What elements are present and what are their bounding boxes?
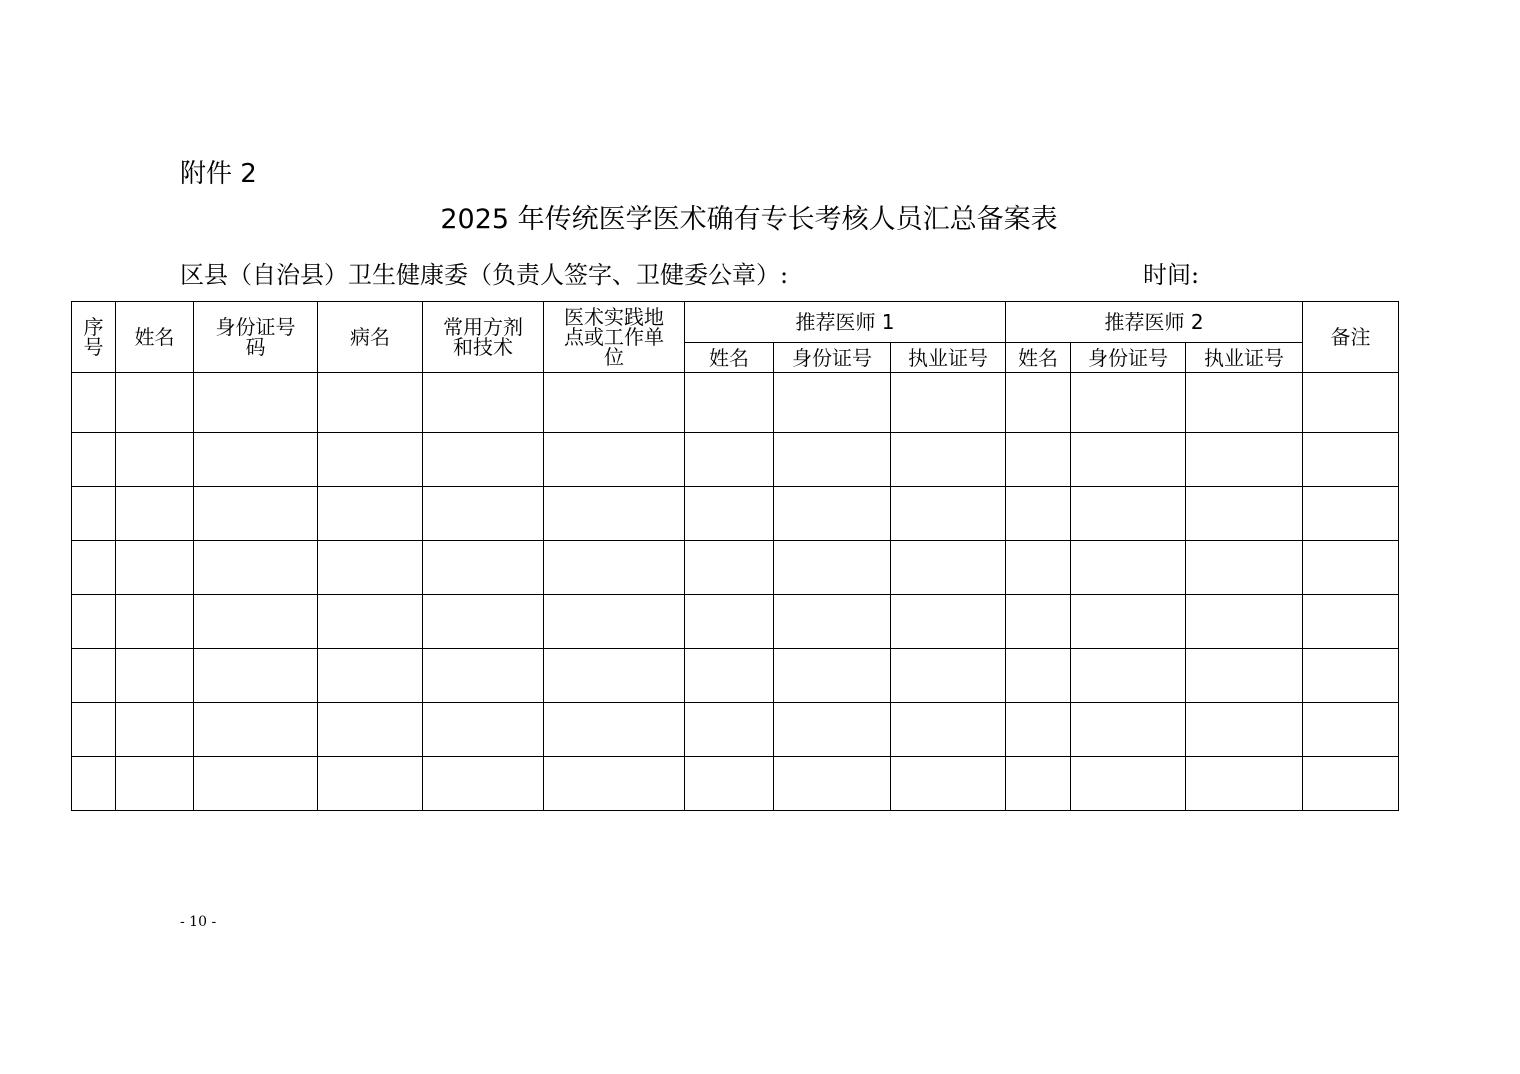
table-body	[72, 373, 1399, 811]
table-cell	[1186, 487, 1303, 541]
page-title: 2025 年传统医学医术确有专长考核人员汇总备案表	[440, 204, 1058, 235]
table-cell	[116, 595, 194, 649]
table-cell	[1006, 433, 1071, 487]
header-workplace: 医术实践地点或工作单位	[544, 302, 685, 373]
table-cell	[72, 487, 116, 541]
table-cell	[72, 433, 116, 487]
table-cell	[774, 487, 891, 541]
table-cell	[1071, 541, 1186, 595]
header-id-code: 身份证号码	[194, 302, 318, 373]
header-recommender-2: 推荐医师 2	[1006, 302, 1303, 343]
table-cell	[1303, 487, 1399, 541]
header-methods: 常用方剂和技术	[423, 302, 544, 373]
table-cell	[194, 487, 318, 541]
summary-table	[71, 301, 1399, 811]
table-cell	[318, 757, 423, 811]
table-cell	[72, 373, 116, 433]
table-cell	[194, 703, 318, 757]
table-cell	[1006, 757, 1071, 811]
header-disease: 病名	[318, 302, 423, 373]
table-cell	[1071, 433, 1186, 487]
table-cell	[318, 649, 423, 703]
table-cell	[1186, 595, 1303, 649]
attachment-label: 附件 2	[180, 159, 257, 189]
table-cell	[1303, 757, 1399, 811]
header-rec1-id: 身份证号	[774, 343, 891, 373]
header-rec1-name: 姓名	[685, 343, 774, 373]
table-cell	[116, 649, 194, 703]
table-cell	[544, 757, 685, 811]
table-cell	[544, 595, 685, 649]
table-cell	[1303, 703, 1399, 757]
table-cell	[72, 595, 116, 649]
table-cell	[774, 541, 891, 595]
header-recommender-1: 推荐医师 1	[685, 302, 1006, 343]
table-cell	[1186, 541, 1303, 595]
table-cell	[774, 757, 891, 811]
table-cell	[318, 433, 423, 487]
table-cell	[1186, 373, 1303, 433]
table-cell	[891, 757, 1006, 811]
table-cell	[194, 373, 318, 433]
table-cell	[685, 757, 774, 811]
table-cell	[116, 703, 194, 757]
table-cell	[72, 703, 116, 757]
header-rec1-license: 执业证号	[891, 343, 1006, 373]
table-cell	[685, 487, 774, 541]
header-rec2-license: 执业证号	[1186, 343, 1303, 373]
table-cell	[1006, 703, 1071, 757]
page-number: - 10 -	[180, 914, 217, 930]
time-label: 时间:	[1143, 261, 1200, 289]
table-cell	[544, 487, 685, 541]
table-cell	[891, 373, 1006, 433]
table-cell	[1071, 373, 1186, 433]
table-cell	[1186, 649, 1303, 703]
table-cell	[685, 433, 774, 487]
table-cell	[1186, 433, 1303, 487]
table-cell	[1303, 595, 1399, 649]
table-cell	[423, 487, 544, 541]
table-cell	[891, 703, 1006, 757]
header-remarks: 备注	[1303, 302, 1399, 373]
table-cell	[1186, 703, 1303, 757]
header-seq: 序号	[72, 302, 116, 373]
table-cell	[423, 757, 544, 811]
table-cell	[544, 541, 685, 595]
table-cell	[423, 649, 544, 703]
table-cell	[194, 433, 318, 487]
table-cell	[423, 433, 544, 487]
table-cell	[72, 757, 116, 811]
table-cell	[891, 487, 1006, 541]
header-rec2-name: 姓名	[1006, 343, 1071, 373]
table-cell	[685, 703, 774, 757]
table-cell	[194, 595, 318, 649]
table-cell	[116, 433, 194, 487]
table-cell	[774, 373, 891, 433]
table-cell	[544, 703, 685, 757]
table-row	[72, 757, 1399, 811]
table-cell	[116, 757, 194, 811]
table-row	[72, 649, 1399, 703]
table-cell	[194, 541, 318, 595]
table-cell	[1303, 433, 1399, 487]
table-cell	[685, 649, 774, 703]
table-cell	[423, 541, 544, 595]
table-cell	[891, 433, 1006, 487]
table-cell	[774, 433, 891, 487]
table-cell	[685, 373, 774, 433]
table-cell	[1071, 649, 1186, 703]
table-cell	[1071, 487, 1186, 541]
table-cell	[685, 595, 774, 649]
table-cell	[1071, 757, 1186, 811]
table-cell	[1186, 757, 1303, 811]
table-cell	[318, 373, 423, 433]
table-cell	[1006, 595, 1071, 649]
table-cell	[318, 703, 423, 757]
table-cell	[116, 373, 194, 433]
table-cell	[318, 595, 423, 649]
table-cell	[423, 595, 544, 649]
table-cell	[685, 541, 774, 595]
table-row	[72, 487, 1399, 541]
table-cell	[423, 373, 544, 433]
table-cell	[774, 595, 891, 649]
table-cell	[1303, 541, 1399, 595]
table-cell	[1071, 703, 1186, 757]
table-cell	[1006, 373, 1071, 433]
header-rec2-id: 身份证号	[1071, 343, 1186, 373]
table-cell	[1006, 649, 1071, 703]
table-cell	[116, 487, 194, 541]
table-row	[72, 433, 1399, 487]
table-cell	[1006, 487, 1071, 541]
table-row	[72, 703, 1399, 757]
table-cell	[1071, 595, 1186, 649]
table-cell	[194, 757, 318, 811]
table-cell	[194, 649, 318, 703]
table-cell	[544, 649, 685, 703]
table-cell	[544, 433, 685, 487]
table-cell	[774, 649, 891, 703]
header-name: 姓名	[116, 302, 194, 373]
table-cell	[72, 541, 116, 595]
table-cell	[891, 649, 1006, 703]
org-signature-line: 区县（自治县）卫生健康委（负责人签字、卫健委公章）:	[180, 261, 789, 289]
header-row-main	[72, 302, 1399, 343]
table-row	[72, 541, 1399, 595]
table-cell	[318, 487, 423, 541]
table-cell	[774, 703, 891, 757]
table-cell	[891, 541, 1006, 595]
table-cell	[1006, 541, 1071, 595]
table-cell	[116, 541, 194, 595]
table-cell	[318, 541, 423, 595]
table-cell	[1303, 649, 1399, 703]
table-cell	[891, 595, 1006, 649]
table-cell	[1303, 373, 1399, 433]
table-cell	[72, 649, 116, 703]
table-cell	[544, 373, 685, 433]
table-cell	[423, 703, 544, 757]
table-row	[72, 373, 1399, 433]
table-row	[72, 595, 1399, 649]
